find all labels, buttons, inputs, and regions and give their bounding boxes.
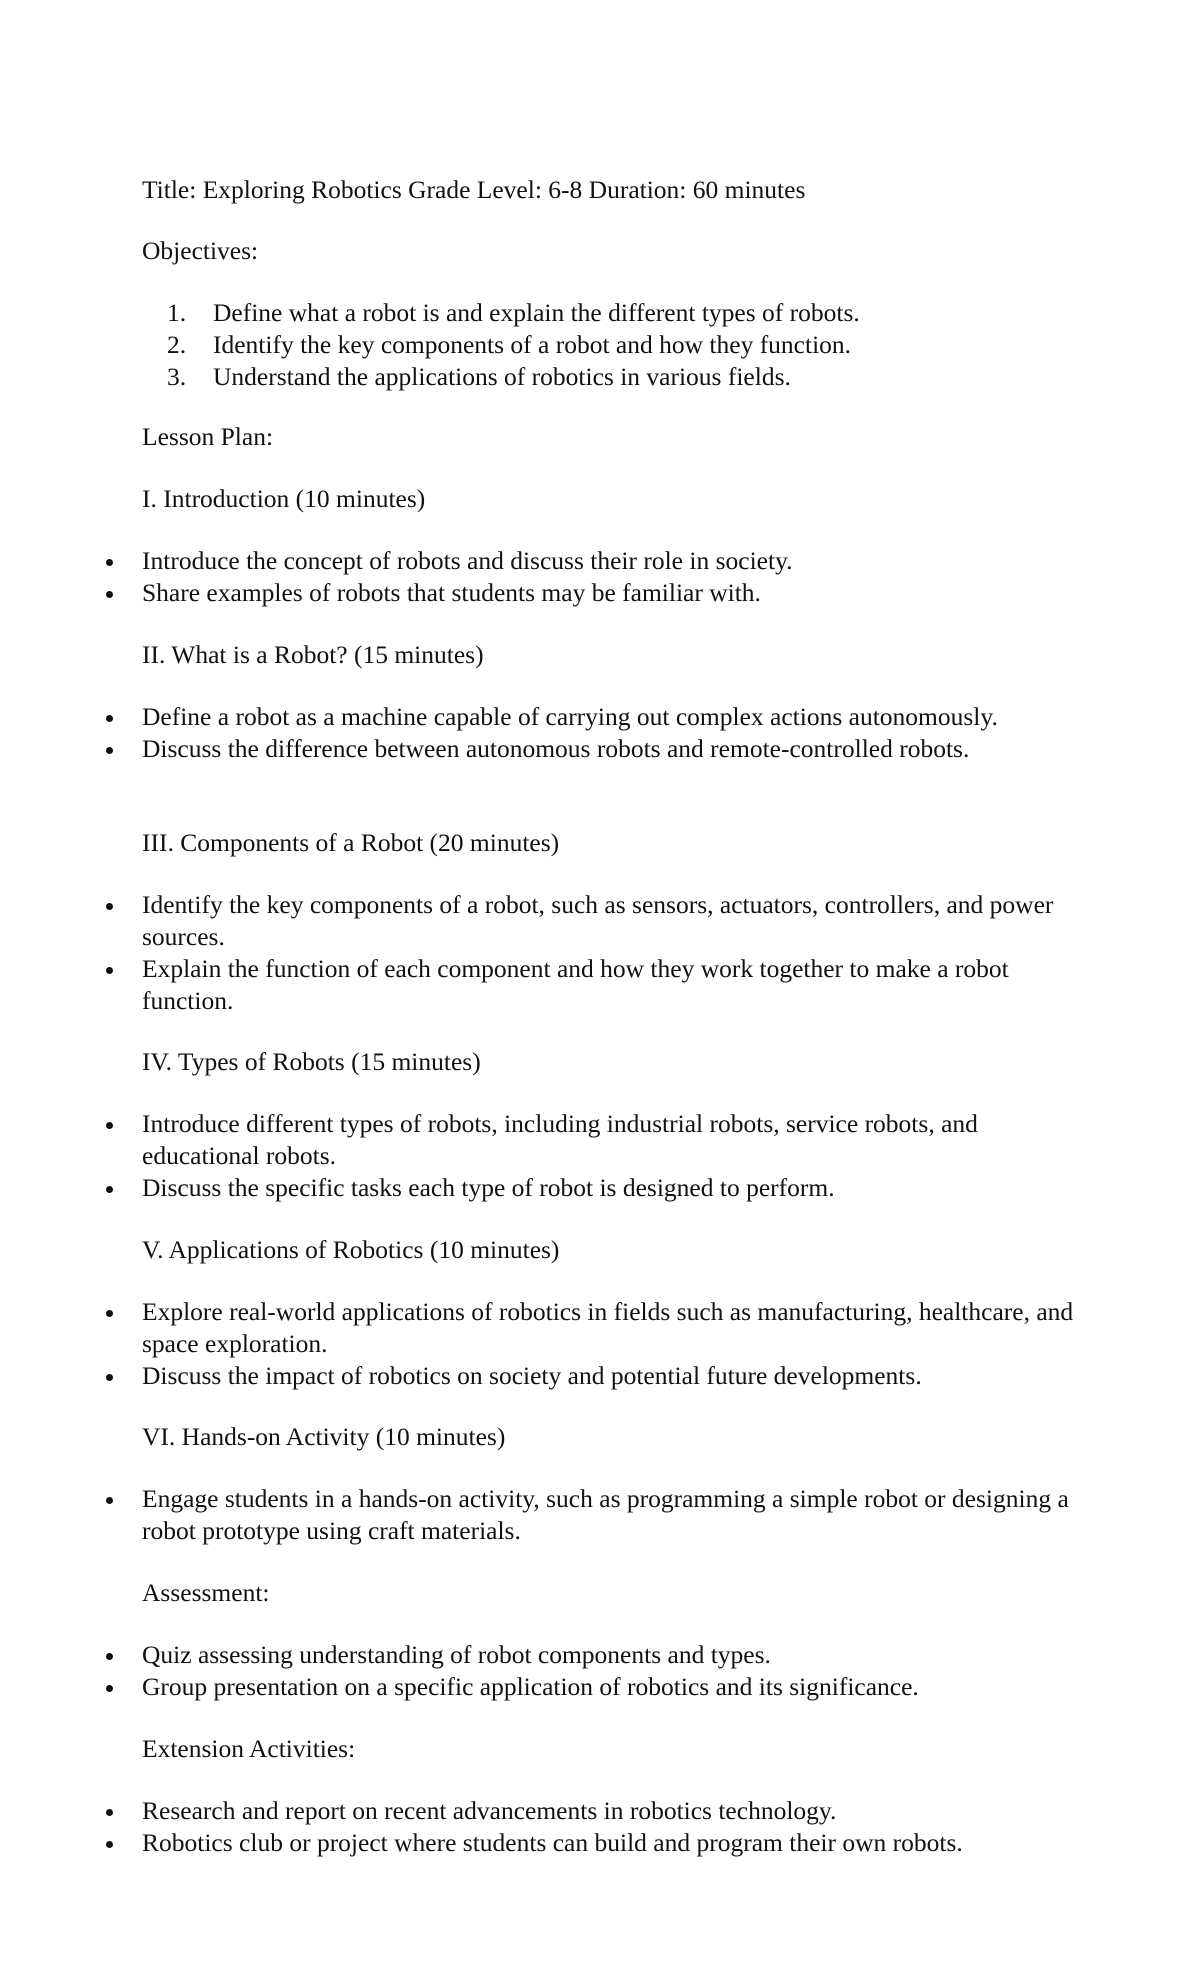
objective-text: Identify the key components of a robot and how they function. — [213, 330, 852, 359]
lesson-title-line: Title: Exploring Robotics Grade Level: 6-8 Duration: 60 minutes — [142, 175, 806, 204]
bullet-text: Discuss the impact of robotics on society and potential future developments. — [142, 1361, 922, 1390]
objective-number: 2. — [167, 330, 187, 359]
bullet-dot-icon — [106, 1122, 113, 1129]
section-heading-components: III. Components of a Robot (20 minutes) — [142, 828, 560, 857]
bullet-item — [142, 1639, 1082, 1671]
bullet-text: Engage students in a hands-on activity, such as programming a simple robot or designing a robot prototype using craft materials. — [142, 1484, 1069, 1545]
section-bullet-list — [142, 701, 1082, 765]
objective-number: 1. — [167, 298, 187, 327]
objective-number: 3. — [167, 362, 187, 391]
section-bullet-list — [142, 889, 1082, 1017]
section-heading-hands-on-activity: VI. Hands-on Activity (10 minutes) — [142, 1422, 506, 1451]
bullet-item — [142, 1296, 1082, 1360]
objective-item — [142, 297, 860, 329]
bullet-text: Explain the function of each component and how they work together to make a robot function. — [142, 954, 1009, 1015]
bullet-dot-icon — [106, 1685, 113, 1692]
section-bullet-list — [142, 1296, 1082, 1392]
objectives-list — [142, 297, 860, 393]
bullet-dot-icon — [106, 747, 113, 754]
bullet-dot-icon — [106, 715, 113, 722]
bullet-text: Introduce different types of robots, including industrial robots, service robots, and educational robots. — [142, 1109, 978, 1170]
section-bullet-list — [142, 1108, 1082, 1204]
assessment-heading: Assessment: — [142, 1578, 270, 1607]
bullet-item — [142, 1483, 1082, 1547]
objective-item — [142, 329, 860, 361]
bullet-dot-icon — [106, 1374, 113, 1381]
bullet-dot-icon — [106, 1310, 113, 1317]
assessment-bullet-list — [142, 1639, 1082, 1703]
bullet-text: Share examples of robots that students may be familiar with. — [142, 578, 761, 607]
bullet-dot-icon — [106, 967, 113, 974]
bullet-text: Discuss the difference between autonomous robots and remote-controlled robots. — [142, 734, 970, 763]
bullet-text: Group presentation on a specific application of robotics and its significance. — [142, 1672, 919, 1701]
section-heading-introduction: I. Introduction (10 minutes) — [142, 484, 426, 513]
bullet-text: Robotics club or project where students can build and program their own robots. — [142, 1828, 963, 1857]
section-bullet-list — [142, 545, 1082, 609]
bullet-item — [142, 577, 1082, 609]
section-heading-types-of-robots: IV. Types of Robots (15 minutes) — [142, 1047, 481, 1076]
objective-text: Define what a robot is and explain the different types of robots. — [213, 298, 860, 327]
bullet-item — [142, 1360, 1082, 1392]
bullet-dot-icon — [106, 1809, 113, 1816]
bullet-item — [142, 889, 1082, 953]
objectives-heading: Objectives: — [142, 236, 259, 265]
bullet-dot-icon — [106, 559, 113, 566]
bullet-text: Discuss the specific tasks each type of robot is designed to perform. — [142, 1173, 835, 1202]
extension-activities-heading: Extension Activities: — [142, 1734, 356, 1763]
section-bullet-list — [142, 1483, 1082, 1547]
bullet-item — [142, 545, 1082, 577]
bullet-item — [142, 1108, 1082, 1172]
bullet-dot-icon — [106, 1841, 113, 1848]
bullet-dot-icon — [106, 1186, 113, 1193]
bullet-text: Explore real-world applications of robotics in fields such as manufacturing, healthcare, and space exploration. — [142, 1297, 1074, 1358]
bullet-text: Introduce the concept of robots and discuss their role in society. — [142, 546, 793, 575]
bullet-dot-icon — [106, 591, 113, 598]
bullet-text: Define a robot as a machine capable of carrying out complex actions autonomously. — [142, 702, 998, 731]
section-heading-what-is-a-robot: II. What is a Robot? (15 minutes) — [142, 640, 484, 669]
bullet-text: Research and report on recent advancements in robotics technology. — [142, 1796, 837, 1825]
objective-text: Understand the applications of robotics in various fields. — [213, 362, 791, 391]
bullet-dot-icon — [106, 903, 113, 910]
bullet-item — [142, 1795, 1082, 1827]
bullet-item — [142, 1671, 1082, 1703]
bullet-dot-icon — [106, 1653, 113, 1660]
bullet-text: Identify the key components of a robot, such as sensors, actuators, controllers, and power sources. — [142, 890, 1054, 951]
bullet-item — [142, 953, 1082, 1017]
bullet-item — [142, 733, 1082, 765]
extension-bullet-list — [142, 1795, 1082, 1859]
section-heading-applications: V. Applications of Robotics (10 minutes) — [142, 1235, 560, 1264]
bullet-item — [142, 1827, 1082, 1859]
objective-item — [142, 361, 860, 393]
lesson-plan-heading: Lesson Plan: — [142, 422, 274, 451]
bullet-dot-icon — [106, 1497, 113, 1504]
bullet-item — [142, 701, 1082, 733]
bullet-item — [142, 1172, 1082, 1204]
bullet-text: Quiz assessing understanding of robot components and types. — [142, 1640, 771, 1669]
